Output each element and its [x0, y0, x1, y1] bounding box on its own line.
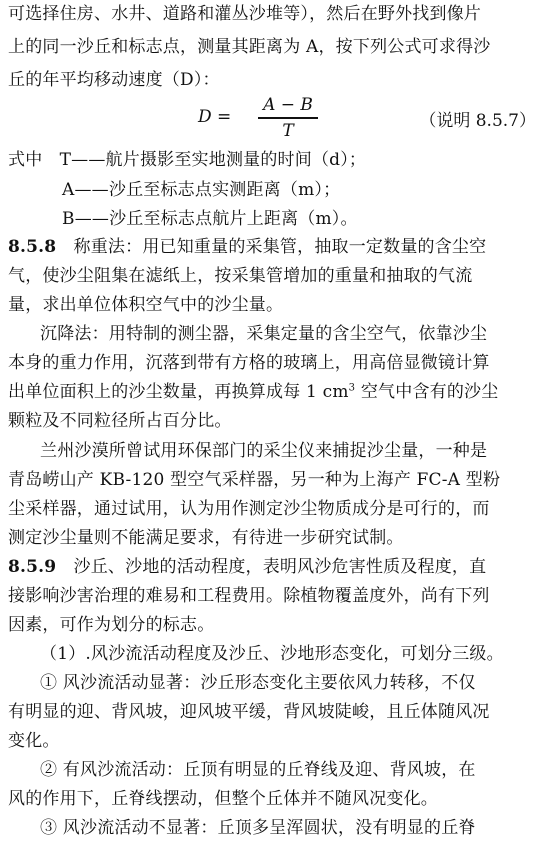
- formula-lhs: D =: [198, 107, 232, 127]
- superscript: 3: [348, 382, 356, 394]
- section-number: 8.5.9: [8, 557, 57, 577]
- text-line: 丘的年平均移动速度（D）：: [8, 70, 220, 90]
- definition-line: 式中 T——航片摄影至实地测量的时间（d）；: [8, 150, 367, 170]
- text-line: 可选择住房、水井、道路和灌丛沙堆等），然后在野外找到像片: [8, 4, 482, 24]
- text-line: 本身的重力作用，沉落到带有方格的玻璃上，用高倍显微镜计算: [8, 353, 490, 373]
- text-line: 气，使沙尘阻集在滤纸上，按采集管增加的重量和抽取的气流: [8, 266, 473, 286]
- text-line: 上的同一沙丘和标志点，测量其距离为 A，按下列公式可求得沙: [8, 37, 491, 57]
- text-line: 颗粒及不同粒径所占百分比。: [8, 411, 232, 431]
- text-line: 接影响沙害治理的难易和工程费用。除植物覆盖度外，尚有下列: [8, 586, 490, 606]
- text-line: ② 有风沙流活动：丘顶有明显的丘脊线及迎、背风坡，在: [40, 760, 476, 780]
- definition-line: B——沙丘至标志点航片上距离（m）。: [62, 209, 358, 229]
- section-number: 8.5.8: [8, 237, 57, 257]
- text-line: 测定沙尘量则不能满足要求，有待进一步研究试制。: [8, 528, 404, 548]
- text-line: 兰州沙漠所曾试用环保部门的采尘仪来捕捉沙尘量，一种是: [40, 441, 488, 461]
- text-line: ③ 风沙流活动不显著：丘顶多呈浑圆状，没有明显的丘脊: [40, 818, 476, 838]
- formula: [0, 94, 550, 142]
- fraction-bar: [258, 117, 318, 119]
- formula-ref: （说明 8.5.7）: [419, 111, 536, 131]
- definition-line: A——沙丘至标志点实测距离（m）；: [62, 180, 341, 200]
- text-line: 风的作用下，丘脊线摆动，但整个丘体并不随风况变化。: [8, 789, 438, 809]
- section-859-line: 8.5.9 沙丘、沙地的活动程度，表明风沙危害性质及程度，直: [8, 557, 487, 577]
- text-line: 有明显的迎、背风坡，迎风坡平缓，背风坡陡峻，且丘体随风况: [8, 702, 490, 722]
- text-line: 量，求出单位体积空气中的沙尘量。: [8, 295, 284, 315]
- text-line: 出单位面积上的沙尘数量，再换算成每 1 $cm^3$ 空气中含有的沙尘: [8, 382, 499, 402]
- text-line: （1）.风沙流活动程度及沙丘、沙地形态变化，可划分三级。: [40, 644, 504, 664]
- text-line: 因素，可作为划分的标志。: [8, 615, 215, 635]
- formula-numerator: A − B: [263, 95, 313, 115]
- formula-fraction: [258, 94, 318, 142]
- text-line: 青岛崂山产 KB-120 型空气采样器，另一种为上海产 FC-A 型粉: [8, 470, 501, 490]
- text-line: 变化。: [8, 731, 60, 751]
- text-line: 尘采样器，通过试用，认为用作测定沙尘物质成分是可行的，而: [8, 499, 490, 519]
- text-line: 沉降法：用特制的测尘器，采集定量的含尘空气，依靠沙尘: [40, 324, 488, 344]
- section-858-line: 8.5.8 称重法：用已知重量的采集管，抽取一定数量的含尘空: [8, 237, 487, 257]
- formula-denominator: T: [282, 120, 294, 141]
- text-line: ① 风沙流活动显著：沙丘形态变化主要依风力转移，不仅: [40, 673, 476, 693]
